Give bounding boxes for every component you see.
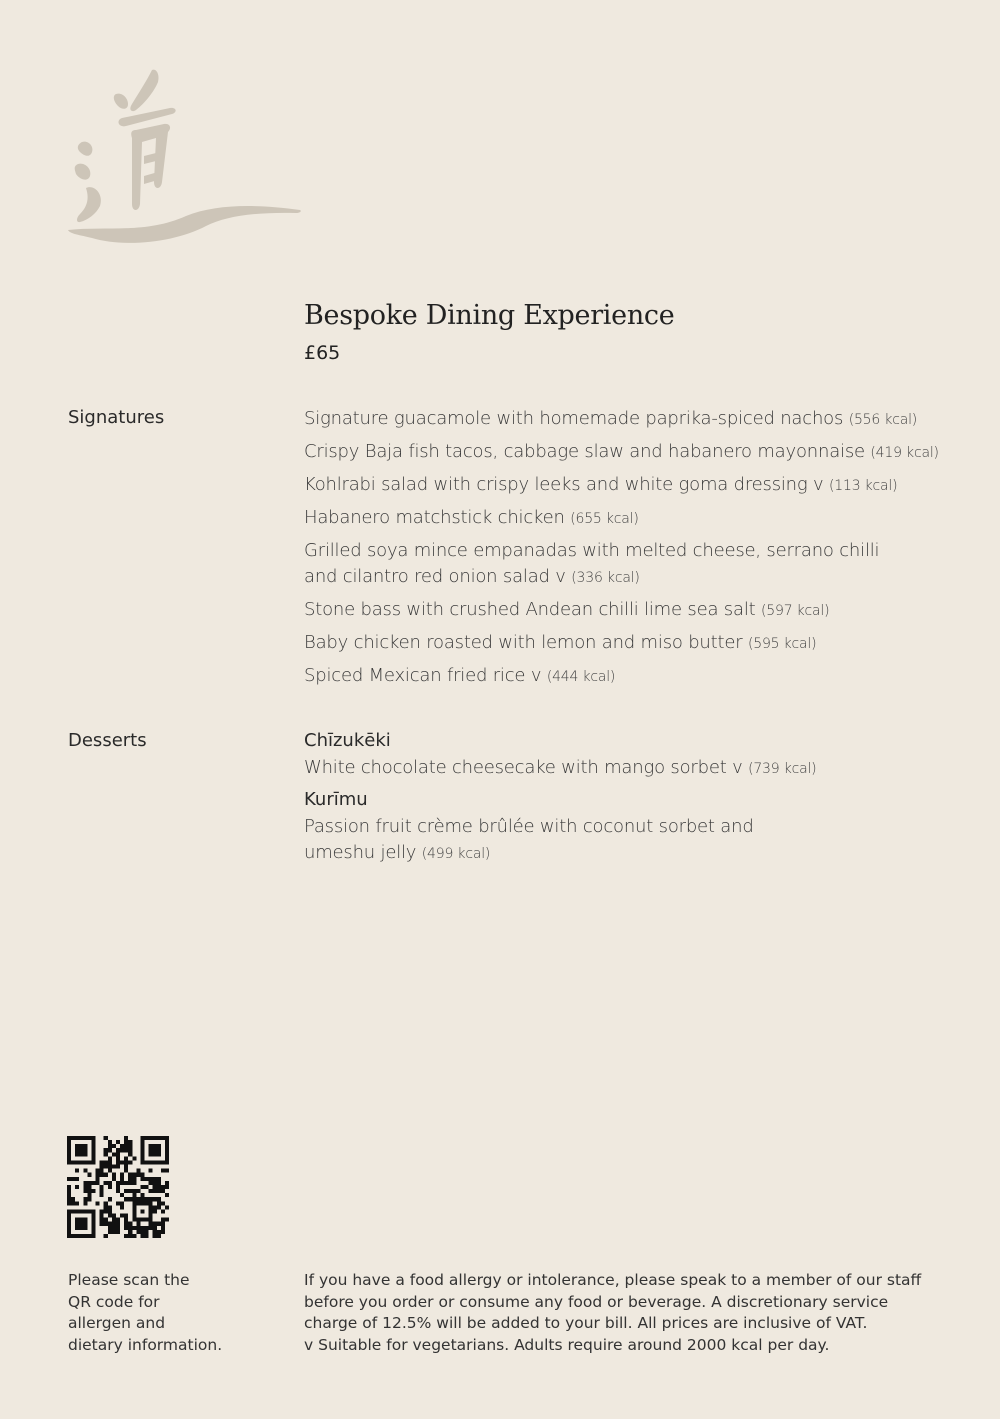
item-kcal: (444 kcal) — [546, 669, 616, 685]
item-text: Spiced Mexican fried rice v — [304, 665, 542, 686]
item-text: Grilled soya mince empanadas with melted cheese, serrano chilli — [304, 540, 880, 561]
qr-text-line: dietary information. — [68, 1335, 223, 1354]
item-kcal: (499 kcal) — [421, 846, 491, 862]
item-kcal: (419 kcal) — [870, 445, 939, 461]
item-text: Baby chicken roasted with lemon and miso butter — [304, 632, 743, 653]
item-text: Kohlrabi salad with crispy leeks and white goma dressing v — [304, 474, 824, 495]
dessert-name: Kurīmu — [304, 789, 368, 810]
notice-line: If you have a food allergy or intolerance, please speak to a member of our staff — [304, 1271, 922, 1289]
menu-item — [304, 505, 639, 532]
menu-item — [304, 814, 754, 867]
item-kcal: (597 kcal) — [761, 603, 830, 619]
qr-text-line: QR code for — [68, 1292, 160, 1311]
qr-text-line: Please scan the — [68, 1271, 190, 1289]
qr-code[interactable] — [67, 1136, 169, 1238]
qr-text-line: allergen and — [68, 1314, 166, 1332]
item-text: Passion fruit crème brûlée with coconut sorbet and — [304, 816, 754, 837]
menu-item — [304, 439, 939, 466]
menu-item — [304, 538, 879, 591]
menu-title: Bespoke Dining Experience — [304, 300, 675, 331]
item-kcal: (113 kcal) — [829, 478, 898, 494]
menu-item — [304, 597, 829, 624]
menu-item — [304, 663, 615, 690]
menu-item — [304, 755, 816, 782]
calligraphy-logo — [66, 64, 302, 250]
item-text: Crispy Baja fish tacos, cabbage slaw and habanero mayonnaise — [304, 441, 865, 462]
item-text: umeshu jelly — [304, 842, 417, 863]
qr-instructions — [68, 1270, 268, 1356]
item-text: Habanero matchstick chicken — [304, 507, 565, 528]
allergy-notice — [304, 1270, 921, 1356]
item-text: Stone bass with crushed Andean chilli lime sea salt — [304, 599, 756, 620]
notice-line: charge of 12.5% will be added to your bill. All prices are inclusive of VAT. — [304, 1314, 868, 1332]
section-label-desserts: Desserts — [68, 730, 147, 751]
dessert-name: Chīzukēki — [304, 730, 391, 751]
item-kcal: (595 kcal) — [747, 636, 817, 652]
item-text: Signature guacamole with homemade paprika-spiced nachos — [304, 408, 844, 429]
notice-line: before you order or consume any food or beverage. A discretionary service — [304, 1292, 889, 1311]
menu-item — [304, 406, 917, 433]
section-label-signatures: Signatures — [68, 407, 165, 428]
item-kcal: (739 kcal) — [748, 761, 817, 777]
item-text: White chocolate cheesecake with mango sorbet v — [304, 757, 743, 778]
menu-item — [304, 630, 816, 657]
item-kcal: (655 kcal) — [570, 511, 639, 527]
menu-price: £65 — [304, 342, 341, 364]
item-kcal: (556 kcal) — [848, 412, 918, 428]
menu-item — [304, 472, 897, 499]
item-text: and cilantro red onion salad v — [304, 566, 566, 587]
notice-line: v Suitable for vegetarians. Adults require around 2000 kcal per day. — [304, 1335, 830, 1354]
item-kcal: (336 kcal) — [571, 570, 640, 586]
